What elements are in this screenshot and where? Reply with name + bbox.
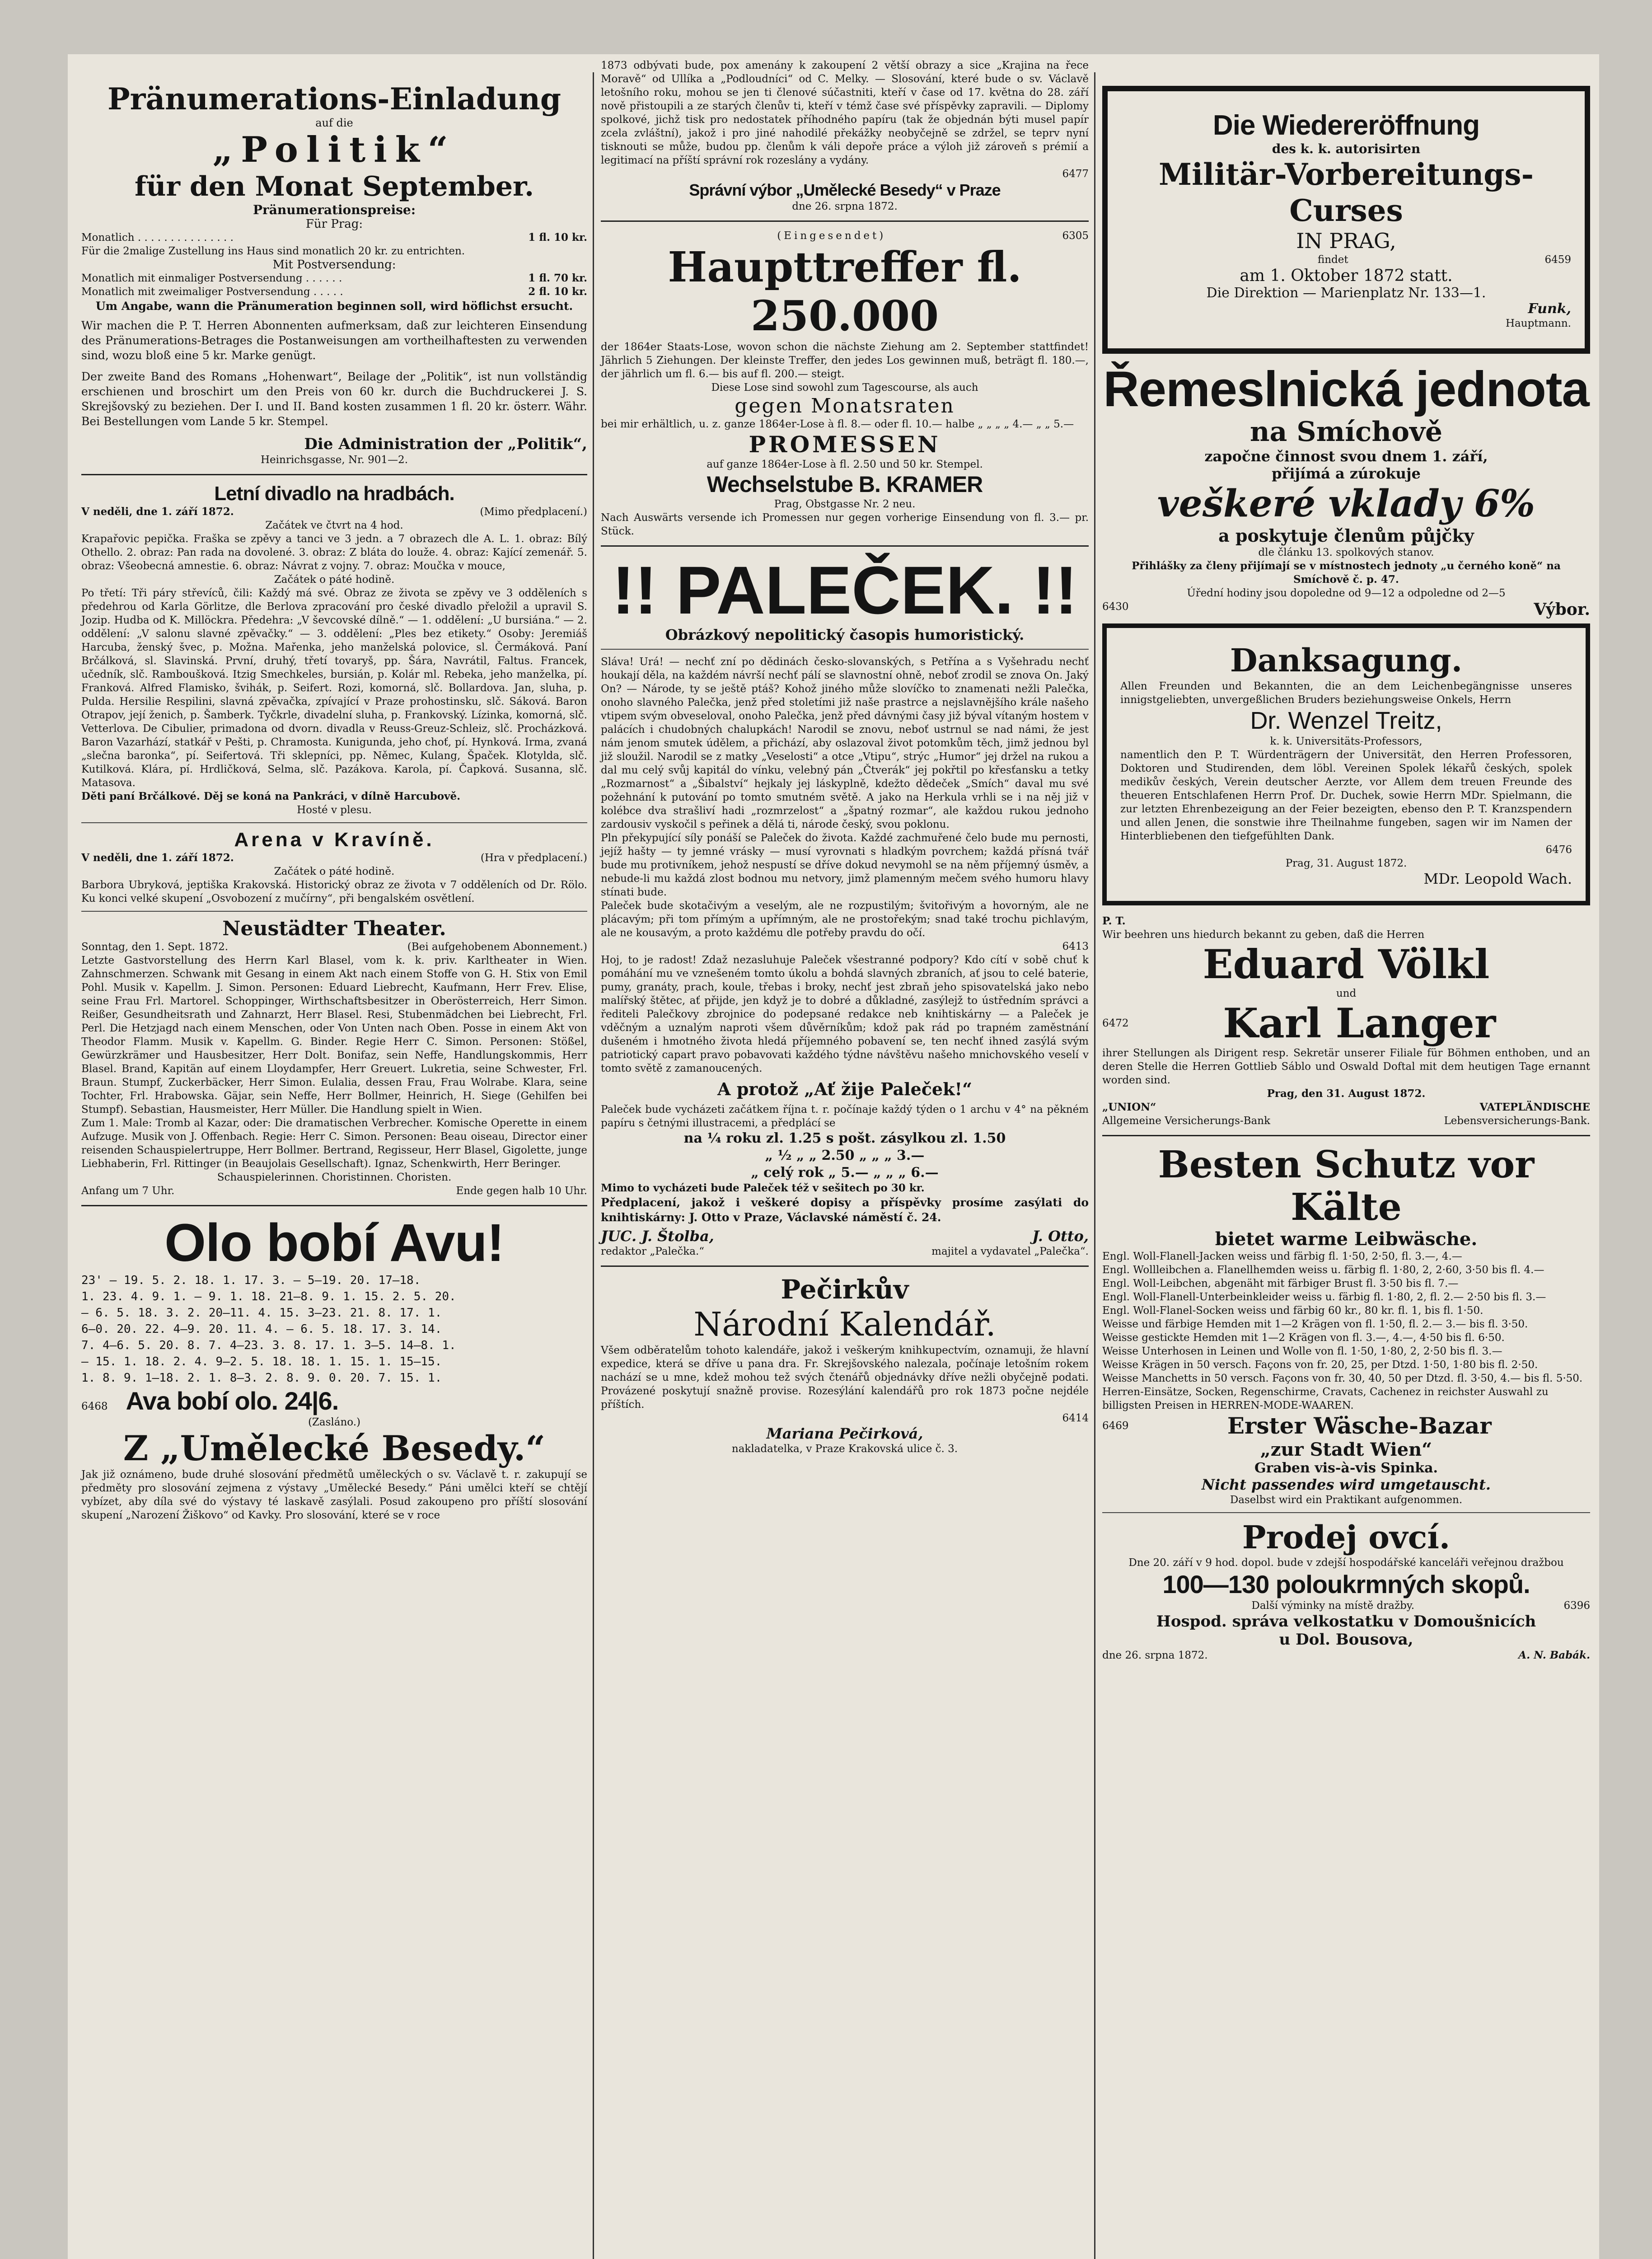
pujcky: a poskytuje členům půjčky xyxy=(1218,525,1474,546)
wenzel-treitz: Dr. Wenzel Treitz, xyxy=(1250,707,1442,734)
raten-text: bei mir erhältlich, u. z. ganze 1864er-Lose à fl. 8.— oder fl. 10.— halbe „ „ „ „ 4.— „ „ 5.— xyxy=(601,418,1074,430)
prag-heading: Für Prag: xyxy=(305,217,363,231)
administration-address: Heinrichsgasse, Nr. 901—2. xyxy=(260,454,408,466)
vklady: veškeré vklady 6% xyxy=(1157,482,1535,525)
auf-die: auf die xyxy=(315,117,353,129)
price-line: na ¼ roku zl. 1.25 s pošt. zásylkou zl. 1.50 xyxy=(683,1130,1006,1146)
danksagung-signature: MDr. Leopold Wach. xyxy=(1423,870,1572,887)
wechselstube-text: Nach Auswärts versende ich Promessen nur gegen vorherige Einsendung von fl. 3.— pr. Stück. xyxy=(601,512,1089,537)
waesche-item: Weisse gestickte Hemden mit 1—2 Krägen von fl. 3.—, 4.—, 4·50 bis fl. 6·50. xyxy=(1102,1332,1505,1344)
prodej-text: Dne 20. září v 9 hod. dopol. bude v zdejší hospodářské kanceláři veřejnou dražbou xyxy=(1128,1557,1564,1569)
post-heading: Mit Postversendung: xyxy=(272,258,396,272)
vybor-date: dne 26. srpna 1872. xyxy=(792,201,898,212)
neustaedter-title: Neustädter Theater. xyxy=(222,917,446,940)
cipher-line: 7. 4—6. 5. 20. 8. 7. 4—23. 3. 8. 17. 1. 3—5. 14—8. 1. xyxy=(81,1339,456,1352)
divider xyxy=(81,822,587,823)
waesche-item: Weisse Krägen in 50 versch. Façons von fr. 20, 25, per Dtzd. 1·50, 1·80 bis fl. 2·50. xyxy=(1102,1359,1538,1371)
cipher-line: — 15. 1. 18. 2. 4. 9—2. 5. 18. 18. 1. 15. 1. 15—15. xyxy=(81,1355,442,1369)
palecek-title: !! PALEČEK. !! xyxy=(612,552,1078,628)
program-text: Zum 1. Male: Tromb al Kazar, oder: Die dramatischen Verbrecher. Komische Operette in einem Aufzuge. Musik von J. Offenbach. Regie: Herr C. Simon. Personen: Beau oiseau, Director einer reisenden Schauspielertruppe, Herr Bollmer. Bertrand, Regisseur, Herr Blasel, Gigolette, junge Liebhaberin, Frl. Rittinger (in Beaujolais Gesellschaft). Ignaz, Schenkwirth, Herr Beringer. xyxy=(81,1117,587,1170)
kalendar-address: nakladatelka, v Praze Krakovská ulice č. 3. xyxy=(731,1443,958,1455)
praktikant: Daselbst wird ein Praktikant aufgenommen. xyxy=(1230,1494,1463,1506)
waesche-item: Herren-Einsätze, Socken, Regenschirme, Cravats, Cachenez in reichster Auswahl zu billigsten Preisen in HERREN-MODE-WAAREN. xyxy=(1102,1386,1549,1411)
month-heading: für den Monat September. xyxy=(134,171,534,202)
divider xyxy=(601,1265,1089,1267)
palecek-subtitle: Obrázkový nepolitický časopis humoristický. xyxy=(665,626,1025,643)
column-3 xyxy=(1102,81,1590,2259)
divider xyxy=(81,911,587,912)
funk-signature: Funk, xyxy=(1528,301,1571,317)
column-rule xyxy=(1094,72,1095,2259)
haupttreffer-text: Diese Lose sind sowohl zum Tagescourse, als auch xyxy=(711,382,978,394)
waesche-item: Engl. Woll-Flanell-Unterbeinkleider weiss u. färbig fl. 1·80, 2, fl. 2.— 2·50 bis fl. 3.— xyxy=(1102,1291,1546,1303)
program-text: Po třetí: Tři páry střevíců, čili: Každý má své. Obraz ze života se zpěvy ve 3 odděleních s předehrou od Karla Görlitze, dle Berlova zpracování pro české divadlo přeložil a upravil S. Jozip. Hudba od K. Millöckra. Předehra: „V ševcovské dílně.“ — 1. oddělení: „U bursiána.“ — 2. oddělení: „V salonu slavné zpěvačky.“ — 3. oddělení: „Ples bez etikety.“ Osoby: Jeremiáš Harcuba, ženský švec, p. Možna. Mařenka, jeho manželská polovice, sl. Čermáková. Paní Brčálková, sl. Slavinská. První, druhý, třetí tovaryš, pp. Šára, Navrátil, Faltus. Francek, učedník, slč. Ramboušková. Itzig Smechkeles, bursián, p. Kolár ml. Rebeka, jeho manželka, pí. Franková. Alfred Flamisko, švihák, p. Seifert. Rozi, komorná, slč. Bollardova. Jan, sluha, p. Pulda. Hersilie Respilini, slavná zpěvačka, zpívající v Praze prohostinsku, slč. Sáková. Baron Otrapov, její ženich, p. Šamberk. Tyčkrle, divadelní sluha, p. Frankovský. Lízinka, komorná, slč. Vetterlova. De Cibulier, primadona od dvorn. divadla v Reuss-Greuz-Schleiz, slč. Procházková. Baron Vazarhází, statkář v Pešti, p. Chramosta. Kunigunda, jeho choť, pí. Hynková. Irma, zvaná „slečna baronka“, pí. Seifertová. Tři sklepníci, pp. Němec, Kulang, Špaček. Klotylda, slč. Kutilková. Klára, pí. Hrdličková, Selma, slč. Pazákova. Karola, pí. Čapková. Susanna, slč. Matasova. xyxy=(81,587,587,789)
price-row: Monatlich . . . . . . . . . . . . . . . 1 fl. 10 kr. xyxy=(81,231,587,244)
cast-line: Schauspielerinnen. Choristinnen. Choristen. xyxy=(217,1172,452,1183)
union-row: „UNION“ VATEPLÄNDISCHE xyxy=(1102,1101,1590,1113)
gegen-monatsraten: gegen Monatsraten xyxy=(735,394,955,417)
guests: Hosté v plesu. xyxy=(297,804,372,816)
date-row: Sonntag, den 1. Sept. 1872. (Bei aufgehobenem Abonnement.) xyxy=(81,941,587,953)
umgetauscht: Nicht passendes wird umgetauscht. xyxy=(1201,1476,1491,1493)
price-line: „ celý rok „ 5.— „ „ „ 6.— xyxy=(751,1165,939,1181)
haupttreffer-title: Haupttreffer fl. 250.000 xyxy=(668,243,1022,340)
besedy-continued: 1873 odbývati bude, pox amenány k zakoupení 2 větší obrazy a sice „Krajina na řece Moravě“ od Ullíka a „Podloudníci“ od C. Melky. — Slosování, které bude o sv. Václavě letošního roku, mohou se jen ti členové súčastniti, kteří v čase od 17. května do 28. září nově přistoupili a ze starých členův ti, kteří v témž čase své příspěvky zapravili. — Diplomy spolkové, jichž tisk pro nedostatek příhodného papíru (tak že objednán býti musel papír zcela zvláštní), jakož i pro jiné nahodilé překážky neobyčejně se zdržel, se teprv nyní tisknouti se může, budou pp. členům k váli depoře práce a výloh již zároveň s prémií a legitimací na příští správní rok rozeslány a vydány. xyxy=(601,60,1089,166)
wiedereroeffnung-title: Die Wiedereröffnung xyxy=(1212,110,1480,141)
waesche-item: Weisse Unterhosen in Leinen und Wolle von fl. 1·50, 1·80, 2, 2·50 bis fl. 3.— xyxy=(1102,1345,1502,1357)
waesche-item: Engl. Woll-Leibchen, abgenäht mit färbiger Brust fl. 3·50 bis fl. 7.— xyxy=(1102,1278,1459,1289)
palecek-motto: A protož „Ať žije Paleček!“ xyxy=(717,1079,972,1099)
palecek-signatures: JUC. J. Štolba, J. Otto, xyxy=(601,1228,1089,1245)
eingesendet-row: (Eingesendet) 6305 xyxy=(777,230,1089,242)
ovce-footer: dne 26. srpna 1872. A. N. Babák. xyxy=(1102,1649,1590,1661)
start-time: Začátek ve čtvrt na 4 hod. xyxy=(265,520,403,531)
prodej-ovci: Prodej ovcí. xyxy=(1242,1518,1451,1556)
militaer-title: Militär-Vorbereitungs-Curses xyxy=(1159,157,1534,228)
column-2 xyxy=(601,60,1089,2259)
paragraph: Der zweite Band des Romans „Hohenwart“, Beilage der „Politik“, ist nun vollständig erschienen und broschirt um den Preis von 60 kr. durch die Buchdruckerei J. S. Skrejšovský zu beziehen. Der I. und II. Band kosten zusammen 1 fl. 20 kr. österr. Währ. Bei Bestellungen vom Lande 5 kr. Stempel. xyxy=(81,370,587,428)
kalendar-text: Všem odběratelům tohoto kalendáře, jakož i veškerým knihkupectvím, oznamuji, že hlavní expedice, která se dříve u pana dra. Fr. Skrejšovského nalezala, počínaje letošním rokem nachází se u mne, kdež mohou tež svých čtenářů objednávky dříve nežli obyčejně podati. Provázené poskytují snažně provise. Rozesýlání kalendářů pro rok 1873 počne nejdéle příštích. xyxy=(601,1345,1089,1411)
in-prag: IN PRAG, xyxy=(1296,229,1396,253)
militaer-curses-ad xyxy=(1102,86,1590,354)
cipher-line: 1. 8. 9. 1—18. 2. 1. 8—3. 2. 8. 9. 0. 20. 7. 15. 1. xyxy=(81,1371,442,1385)
findet-row: findet 6459 xyxy=(1317,254,1571,266)
price-row: Monatlich mit einmaliger Postversendung . . . . . . 1 fl. 70 kr. xyxy=(81,272,587,284)
waesche-item: Engl. Woll-Flanel-Socken weiss und färbig 60 kr., 80 kr. fl. 1, bis fl. 1·50. xyxy=(1102,1305,1484,1317)
palecek-text: Hoj, to je radost! Zdaž nezasluhuje Paleček všestranné podpory? Kdo cítí v sobě chuť k pomáhání mu ve vznešeném tomto úkolu a bohdá slavných zbraních, ať jsou to celé baterie, pumy, granáty, prach, koule, třebas i broky, nechť jest zbraň jeho spisovatelská jako nebo malířský štětec, ať přijde, jen když je to dobré a důkladné, zasýlejž to ústředním správci a řediteli Palečkovy zbrojnice do podepsané redakce neb knihtiskárny — a Paleček je vděčným a uznalým naproti všem důvěrníkům; kdož pak rád po trapném zaměstnání dušeném i hmotného života hledá příjemného pobavení se, ten nechť ihned zasýlá svým patriotický capart pravo pobavovati každého týdne návštěvu našeho mnichovského veselí v tomto světě z zamanoucených. xyxy=(601,954,1089,1074)
hospodarska-sprava: Hospod. správa velkostatku v Domoušnicích xyxy=(1156,1612,1536,1631)
sesit-line: Mimo to vycházeti bude Paleček též v sešitech po 30 kr. xyxy=(601,1182,925,1194)
start-time: Začátek o páté hodině. xyxy=(274,574,395,586)
ovce-count: 100—130 poloukrmných skopů. xyxy=(1162,1570,1530,1598)
cipher-line: 1. 23. 4. 9. 1. — 9. 1. 18. 21—8. 9. 1. 15. 2. 5. 20. xyxy=(81,1290,456,1303)
politik-title: „Politik“ xyxy=(212,129,456,170)
divider xyxy=(81,474,587,475)
program-text: Děti paní Brčálkové. Děj se koná na Pankráci, v dílně Harcubově. xyxy=(81,790,461,802)
eduard-voelkl: Eduard Völkl xyxy=(1203,941,1490,988)
waesche-item: Weisse Manchetts in 50 versch. Façons von fr. 30, 40, 50 per Dtzd. fl. 3·50, 4.— bis fl. 5·50. xyxy=(1102,1373,1583,1384)
kalendar-title: Pečirkův xyxy=(781,1274,909,1305)
divider xyxy=(81,1205,587,1206)
am-date: am 1. Oktober 1872 statt. xyxy=(1240,267,1453,285)
palecek-text: Sláva! Urá! — nechť zní po dědinách česko-slovanských, s Petřína a s Vyšehradu nechť houkají děla, na každém návrší nechť pálí se slavnostní ohně, neboť zrodil se znova On. Jaký On? — Národe, ty se ještě ptáš? Kohož jiného může slovíčko to znamenati nežli Palečka, onoho slavného Palečka, jenž před stoletími již naše prastrce a nejslavnějšího krále našeho vtipem svým obveseloval, onoho Palečka, jenž před dávnými časy již býval vítaným hostem v palácích i chudobných chalupkách! Narodil se znovu, neboť ustrnul se nad námi, že jest nám jenom smutek údělem, a přichází, aby oslazoval život potomkům těch, jimž jednou byl již sloužil. Narodil se z matky „Veselosti“ a otce „Vtipu“, strýc „Humor“ jej držel na rukou a dal mu celý svůj kapitál do vínku, velebný pán „Čtverák“ jej pokřtil po křesťansku a tetky „Rozmarnost“ a „Šibalství“ hejkaly jej láskyplně, kdežto dědeček „Smích“ daval mu své požehnání k putování po tomto smutném světě. A jako na Herkula vrhli se i na něj již v kolébce dva strašliví hadi „rozmrzelost“ a „špatný rozmar“, ale každou rukou jednoho zardousiv vyskočil s peřinek a dělá ti, národe český, svou poklonu. xyxy=(601,656,1089,830)
palecek-conditions: Paleček bude vycházeti začátkem října t. r. počínaje každý týden o 1 archu v 4° na pěkném papíru s četnými illustracemi, a předplácí se xyxy=(601,1104,1089,1129)
divider xyxy=(601,649,1089,650)
price-row: Monatlich mit zweimaliger Postversendung . . . . . 2 fl. 10 kr. xyxy=(81,286,587,298)
und: und xyxy=(1336,988,1357,999)
danksagung-date: Prag, 31. August 1872. xyxy=(1285,858,1407,869)
haupttreffer-text: der 1864er Staats-Lose, wovon schon die nächste Ziehung am 2. September stattfindet! Jährlich 5 Ziehungen. Der kleinste Treffer, den jedes Los gewinnen muß, beträgt fl. 180.—, der jährlich um fl. 6.— bis auf fl. 200.— steigt. xyxy=(601,341,1089,380)
stanov: dle článku 13. spolkových stanov. xyxy=(1258,547,1434,558)
karl-text: ihrer Stellungen als Dirigent resp. Sekretär unserer Filiale für Böhmen enthoben, und an deren Stelle die Herren Gottlieb Sáblo und Oswald Doftal mit dem heutigen Tage ernannt worden sind. xyxy=(1102,1047,1590,1086)
olo-title: Olo bobí Avu! xyxy=(164,1213,504,1273)
zapocne: započne činnost svou dnem 1. září, xyxy=(1204,448,1488,465)
smichov: na Smíchově xyxy=(1250,416,1443,448)
waesche-item: Weisse und färbige Hemden mit 1—2 Krägen von fl. 1·50, fl. 2.— 3.— bis fl. 3·50. xyxy=(1102,1318,1528,1330)
wenzel-role: k. k. Universitäts-Professors, xyxy=(1270,736,1423,747)
date-row: V neděli, dne 1. září 1872. (Hra v předplacení.) xyxy=(81,852,587,864)
angabe-note: Um Angabe, wann die Pränumeration beginnen soll, wird höflichst ersucht. xyxy=(95,300,573,313)
karl-date: Prag, den 31. August 1872. xyxy=(1267,1087,1426,1100)
palecek-text: Pln překypující síly ponáší se Paleček do života. Každé zachmuřené čelo bude mu pernosti, jejíž hašty — ty jemné vrásky — musí vyrovnati s hladkým povrchem; každá přísná tvář bude mu protivníkem, jehož nespustí se dříve dokud nevymohl se na něm příjemný úsměv, a nebude-li mu každá zlost bodnou mu netvory, jimž plamenným mečem svého humoru hlavy stínati bude. xyxy=(601,832,1089,898)
pt: P. T. xyxy=(1102,915,1126,927)
remeslnicka-title: Řemeslnická jednota xyxy=(1103,361,1589,417)
direktion: Die Direktion — Marienplatz Nr. 133—1. xyxy=(1206,285,1486,301)
column-1 xyxy=(81,81,587,2259)
funk-role: Hauptmann. xyxy=(1505,318,1571,329)
waesche-item: Engl. Wollleibchen a. Flanellhemden weiss u. färbig fl. 1·80, 2, 2·60, 3·50 bis fl. 4.— xyxy=(1102,1264,1544,1276)
waesche-item: Engl. Woll-Flanell-Jacken weiss und färbig fl. 1·50, 2·50, fl. 3.—, 4.— xyxy=(1102,1251,1462,1262)
prihlasky: Přihlášky za členy přijímají se v místnostech jednoty „u černého koně“ na Smíchově č. p. 47. xyxy=(1132,560,1561,586)
olo-answer-row xyxy=(81,1386,587,1415)
danksagung-box xyxy=(1102,623,1590,905)
palecek-roles: redaktor „Palečka.“ majitel a vydavatel „Palečka“. xyxy=(601,1246,1089,1257)
karl-langer: Karl Langer xyxy=(1223,999,1496,1047)
vybor-signature: Správní výbor „Umělecké Besedy“ v Praze xyxy=(689,181,1001,199)
bietet: bietet warme Leibwäsche. xyxy=(1215,1228,1478,1250)
besedy-text: Jak již oznámeno, bude druhé slosování předmětů uměleckých o sv. Václavě t. r. zakupují se předměty pro slosování zejmena z výstavy „Umělecké Besedy.“ Páni umělci kteří se chtějí vybízet, aby díla své do výstavy té laskavě zasýlali. Posud zakoupeno pro příští slosování skupení „Narození Žiškovo“ od Kavky. Pro slosování, které se v roce xyxy=(81,1469,587,1521)
divider xyxy=(601,545,1089,547)
program-text: Barbora Ubryková, jeptiška Krakovská. Historický obraz ze života v 7 odděleních od Dr. Rölo. Ku konci velké skupení „Osvobození z mučírny“, při bengalském osvětlení. xyxy=(81,879,587,905)
graben: Graben vis-à-vis Spinka. xyxy=(1254,1460,1438,1476)
stadt-wien: „zur Stadt Wien“ xyxy=(1260,1439,1432,1460)
newspaper-page xyxy=(68,54,1599,2259)
erster-row xyxy=(1102,1412,1590,1439)
cipher-line: — 6. 5. 18. 3. 2. 20—11. 4. 15. 3—23. 21. 8. 17. 1. xyxy=(81,1306,442,1320)
ad-number: 6468 xyxy=(81,1401,108,1412)
pt-text: Wir beehren uns hiedurch bekannt zu geben, daß die Herren xyxy=(1102,929,1425,941)
hodiny: Úřední hodiny jsou dopoledne od 9—12 a odpoledne od 2—5 xyxy=(1187,587,1506,599)
ad-number: 6472 xyxy=(1102,1017,1129,1029)
wechselstube-address: Prag, Obstgasse Nr. 2 neu. xyxy=(774,498,916,510)
program-text: Letzte Gastvorstellung des Herrn Karl Blasel, vom k. k. priv. Karltheater in Wien. Zahnschmerzen. Schwank mit Gesang in einem Akt nach einem Stoffe von G. H. Stix von Emil Pohl. Musik v. Kapellm. J. Simon. Personen: Eduard Liebrecht, Kaufmann, Herr Frev. Elise, seine Frau Frl. Martorel. Schoppinger, Wirthschaftsbesitzer in Oberösterreich, Herr Simon. Reißer, Gesundheitsrath und Zahnarzt, Herr Blasel. Resi, Stubenmädchen bei Liebrecht, Frl. Perl. Die Hetzjagd nach einem Menschen, oder Von Unten nach Oben. Posse in einem Akt von Theodor Flamm. Musik v. Kapellm. G. Binder. Regie Herr C. Simon. Personen: Stößel, Gewürzkrämer und Hausbesitzer, Herr Dolt. Bonifaz, sein Neffe, Handlungskommis, Herr Blasel. Brand, Kapitän auf einem Lloydampfer, Herr Greuert. Lukretia, seine Schwester, Frl. Braun. Stumpf, Zuckerbäcker, Herr Simon. Eulalia, dessen Frau, Frau Wolrabe. Klara, seine Tochter, Frl. Hrabowska. Gäjar, sein Neffe, Herr Bollmer, Heinrich, H. Siege (Gehilfen bei Stumpf). Sebastian, Hausmeister, Herr Müller. Die Handlung spielt in Wien. xyxy=(81,955,587,1115)
autorisirten: des k. k. autorisirten xyxy=(1272,141,1421,156)
prices-heading: Pränumerationspreise: xyxy=(253,202,416,217)
ad-number: 6477 xyxy=(1062,168,1089,180)
zaslano: (Zasláno.) xyxy=(308,1416,361,1428)
start-time: Začátek o páté hodině. xyxy=(274,866,395,877)
remes-footer: 6430 Výbor. xyxy=(1102,600,1590,619)
danksagung-title: Danksagung. xyxy=(1230,642,1463,679)
arena-title: Arena v Kravíně. xyxy=(234,829,435,851)
cipher-line: 23' — 19. 5. 2. 18. 1. 17. 3. — 5—19. 20. 17—18. xyxy=(81,1274,421,1287)
ad-number: 6414 xyxy=(1062,1412,1089,1424)
erster-waesche-bazar: Erster Wäsche-Bazar xyxy=(1227,1412,1492,1439)
administration-signature: Die Administration der „Politik“, xyxy=(304,435,587,453)
danksagung-text: namentlich den P. T. Würdenträgern der Universität, den Herren Professoren, Doktoren und Studirenden, dem löbl. Vereinen Spolek lékařů českých, spolek medikův českých, Verein deutscher Aerzte, vor Allem dem treuen Freunde des theueren Entschlafenen Herrn Prof. Dr. Duchek, sowie Herrn MDr. Spielmann, die zur letzten Ehrenbezeigung an der Feier bezeigten, ebenso den P. T. Kranzspendern und allen Jenen, die sonstwie ihre Theilnahme fungeben, sagen wir im Namen der Hinterbliebenen den tiefgefühlten Dank. xyxy=(1120,749,1572,842)
ad-number: 6413 xyxy=(1062,941,1089,952)
ad-number: 6469 xyxy=(1102,1420,1129,1432)
union-sub-row: Allgemeine Versicherungs-Bank Lebensversicherungs-Bank. xyxy=(1102,1115,1590,1127)
price-row: Für die 2malige Zustellung ins Haus sind monatlich 20 kr. zu entrichten. xyxy=(81,245,465,257)
program-text: Krapařovic pepička. Fraška se zpěvy a tanci ve 3 jedn. a 7 obrazech dle A. L. 1. obraz: Bílý Othello. 2. obraz: Pan rada na dovolené. 3. obraz: Z bláta do louže. 4. obraz: Kající zemenář. 5. obraz: Všeobecná amnestie. 6. obraz: Návrat z vojny. 7. obraz: Moučka v mouce, xyxy=(81,533,587,572)
times-row: Anfang um 7 Uhr. Ende gegen halb 10 Uhr. xyxy=(81,1185,587,1197)
karl-langer-row xyxy=(1102,1000,1590,1046)
cipher-line: 6—0. 20. 22. 4—9. 20. 11. 4. — 6. 5. 18. 17. 3. 14. xyxy=(81,1322,442,1336)
letni-divadlo-title: Letní divadlo na hradbách. xyxy=(214,483,454,505)
besedy-title: Z „Umělecké Besedy.“ xyxy=(123,1428,546,1468)
price-line: „ ½ „ „ 2.50 „ „ „ 3.— xyxy=(765,1148,925,1163)
besten-schutz: Besten Schutz vor Kälte xyxy=(1158,1143,1535,1229)
wechselstube-title: Wechselstube B. KRAMER xyxy=(707,472,983,497)
divider xyxy=(1102,1512,1590,1513)
palecek-text: Paleček bude skotačivým a veselým, ale ne rozpustilým; švitořivým a hovorným, ale ne plácavým; při tom přímým a upřímným, ale ne prostořekým; snad také trochu pichlavým, ale ne kousavým, a proto každému dle potřeby pravdu do očí. xyxy=(601,900,1089,939)
predplaceni: Předplacení, jakož i veškeré dopisy a příspěvky prosíme zasýlati do knihtiskárny: J. Otto v Praze, Václavské náměstí č. 24. xyxy=(601,1196,1089,1224)
date-row: V neděli, dne 1. září 1872. (Mimo předplacení.) xyxy=(81,506,587,518)
bousov: u Dol. Bousova, xyxy=(1279,1631,1413,1649)
praenumeration-title: Pränumerations-Einladung xyxy=(107,81,562,117)
kalendar-title: Národní Kalendář. xyxy=(693,1305,996,1343)
paragraph: Wir machen die P. T. Herren Abonnenten aufmerksam, daß zur leichteren Einsendung des Pränumerations-Betrages die Postanweisungen am vortheilhaftesten zu verwenden sind, wozu bloß eine 5 kr. Marke genügt. xyxy=(81,319,587,362)
ad-number: 6476 xyxy=(1545,844,1572,856)
olo-answer: Ava bobí olo. 24|6. xyxy=(126,1387,339,1415)
column-rule xyxy=(593,72,594,2259)
divider xyxy=(601,220,1089,222)
promessen-text: auf ganze 1864er-Lose à fl. 2.50 und 50 kr. Stempel. xyxy=(707,459,983,470)
dalsi-row: Další výminky na místě dražby. 6396 xyxy=(1251,1600,1590,1612)
divider xyxy=(1102,1135,1590,1136)
promessen-title: PROMESSEN xyxy=(749,431,941,458)
kalendar-signature: Mariana Pečirková, xyxy=(766,1425,923,1442)
danksagung-text: Allen Freunden und Bekannten, die an dem Leichenbegängnisse unseres innigstgeliebten, unvergeßlichen Bruders beziehungsweise Onkels, Herrn xyxy=(1120,680,1572,706)
prijima: přijímá a zúrokuje xyxy=(1272,465,1421,482)
